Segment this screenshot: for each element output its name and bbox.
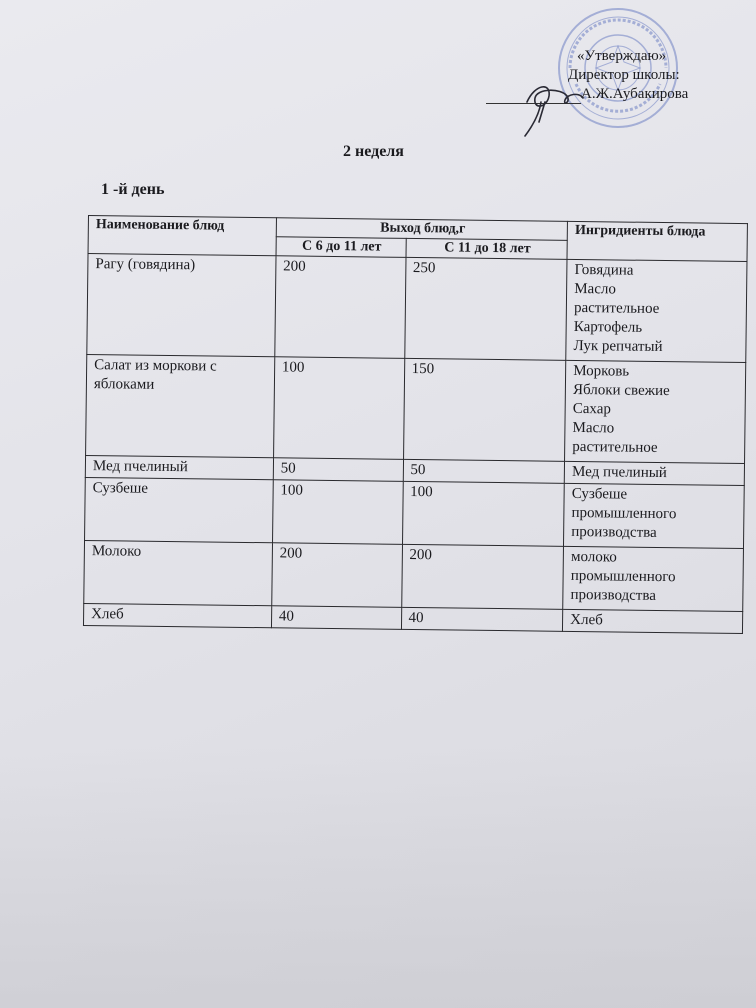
dish-name: Рагу (говядина) xyxy=(87,254,276,357)
ingredients-cell xyxy=(564,483,745,548)
ingredient: Масло xyxy=(572,419,615,437)
ingredient: Лук репчатый xyxy=(573,337,663,356)
ingredient: растительное xyxy=(573,299,660,317)
paper-shadow xyxy=(0,748,756,1008)
yield-6-11: 200 xyxy=(272,543,402,608)
ingredient: растительное xyxy=(572,438,658,456)
ingredient: промышленного xyxy=(571,504,677,523)
table-row xyxy=(87,254,747,363)
ingredients-cell xyxy=(564,461,744,485)
header-ingredients: Ингридиенты блюда xyxy=(567,221,747,261)
ingredient: промышленного xyxy=(570,567,676,586)
yield-6-11: 200 xyxy=(275,256,406,359)
yield-11-18: 200 xyxy=(401,544,563,609)
week-title: 2 неделя xyxy=(343,143,404,160)
header-dish-name: Наименование блюд xyxy=(88,216,276,256)
menu-table xyxy=(83,215,748,634)
dish-name: Хлеб xyxy=(83,603,271,627)
ingredients-cell xyxy=(563,609,743,633)
approval-director-name: А.Ж.Аубакирова xyxy=(581,86,689,102)
yield-11-18: 50 xyxy=(403,459,565,483)
handwritten-signature xyxy=(505,72,595,142)
yield-11-18: 100 xyxy=(402,481,564,546)
table-row xyxy=(85,477,745,548)
yield-6-11: 40 xyxy=(271,606,401,630)
ingredient: Яблоки свежие xyxy=(572,381,670,400)
yield-11-18: 40 xyxy=(401,607,563,631)
yield-11-18: 250 xyxy=(404,257,567,360)
day-title: 1 -й день xyxy=(101,181,165,198)
ingredient: Сузбеше xyxy=(571,485,628,503)
dish-name: Сузбеше xyxy=(85,477,274,542)
header-yield: Выход блюд,г xyxy=(276,218,568,241)
header-age-6-11: С 6 до 11 лет xyxy=(276,237,406,258)
header-age-11-18: С 11 до 18 лет xyxy=(406,238,568,259)
table-row xyxy=(84,540,744,611)
table-row xyxy=(86,354,746,463)
ingredient: Морковь xyxy=(573,362,630,380)
yield-6-11: 100 xyxy=(272,480,402,545)
ingredient: Говядина xyxy=(574,261,634,279)
dish-name: Салат из моркови с яблоками xyxy=(86,354,275,457)
ingredients-cell xyxy=(563,546,744,611)
dish-name: Молоко xyxy=(84,540,273,605)
yield-6-11: 50 xyxy=(273,458,403,482)
ingredient: Хлеб xyxy=(570,611,603,629)
ingredient: производства xyxy=(570,586,657,604)
ingredient: Масло xyxy=(574,280,617,298)
ingredient: молоко xyxy=(570,548,617,566)
ingredient: Мед пчелиный xyxy=(571,463,667,482)
ingredient: Картофель xyxy=(573,318,643,336)
yield-11-18: 150 xyxy=(403,358,566,461)
yield-6-11: 100 xyxy=(273,357,404,460)
ingredients-cell xyxy=(565,360,746,463)
approval-title: «Утверждаю» xyxy=(577,48,667,64)
ingredient: Сахар xyxy=(572,400,612,418)
ingredients-cell xyxy=(566,259,747,362)
dish-name: Мед пчелиный xyxy=(85,455,273,479)
approval-position: Директор школы: xyxy=(568,67,680,83)
ingredient: производства xyxy=(571,523,657,541)
